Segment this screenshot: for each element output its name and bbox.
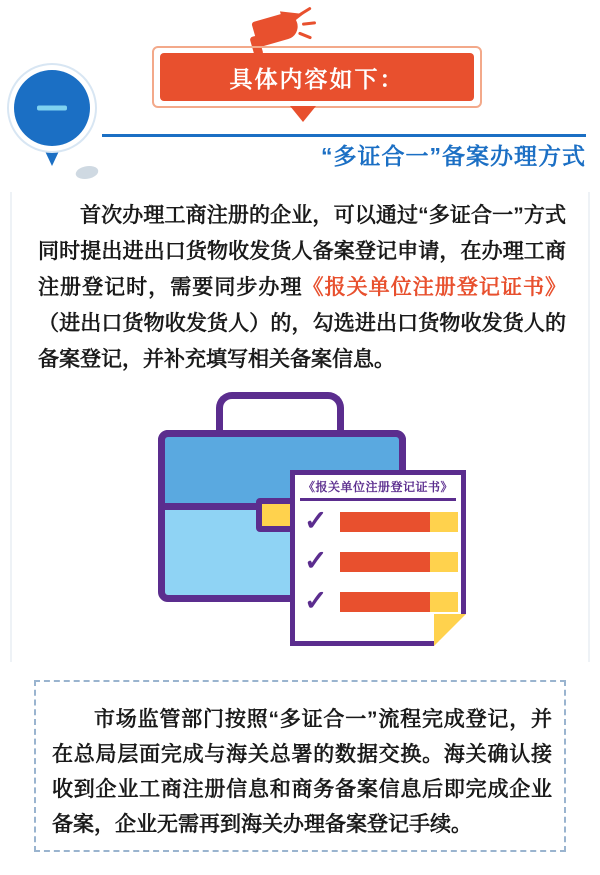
megaphone-sound-line [298,31,312,39]
main-paragraph-part1: 首次办理工商注册的企业，可以通过“多证合一”方式同时提出进出口货物收发货人备案登记申请，在办理工商注册登记时，需要同步办理 [38,204,566,299]
main-paragraph-highlight: 《报关单位注册登记证书》 [302,276,567,299]
title-divider [102,134,586,137]
ribbon-notch [290,106,316,122]
briefcase-with-certificate-illustration [140,386,470,656]
megaphone-sound-line [302,21,316,25]
certificate-row-tag [430,592,458,612]
main-paragraph-part2: （进出口货物收发货人）的，勾选进出口货物收发货人的备案登记，并补充填写相关备案信息。 [38,312,566,371]
ribbon-label: 具体内容如下： [229,65,405,92]
certificate-title: 《报关单位注册登记证书》 [302,480,453,494]
header [0,0,600,180]
main-paragraph [38,198,566,378]
minus-circle-pin-icon [14,70,90,146]
certificate-row-tag [430,512,458,532]
pin-shadow [74,166,101,179]
certificate-underline [300,498,456,501]
badge-pin-marker [14,70,98,174]
right-rule [588,192,590,662]
page-title: “多证合一”备案办理方式 [321,143,586,169]
footer-paragraph: 市场监管部门按照“多证合一”流程完成登记，并在总局层面完成与海关总署的数据交换。海关确认接收到企业工商注册信息和商务备案信息后即完成企业备案，企业无需再到海关办理备案登记手续。 [52,708,552,836]
left-rule [10,192,12,662]
ribbon-banner [152,46,482,108]
checkmark-icon: ✓ [304,505,328,536]
ribbon-fill [160,53,474,101]
certificate-folded-corner [434,614,466,646]
checkmark-icon: ✓ [304,545,328,576]
checkmark-icon: ✓ [304,585,328,616]
certificate-row-tag [430,552,458,572]
